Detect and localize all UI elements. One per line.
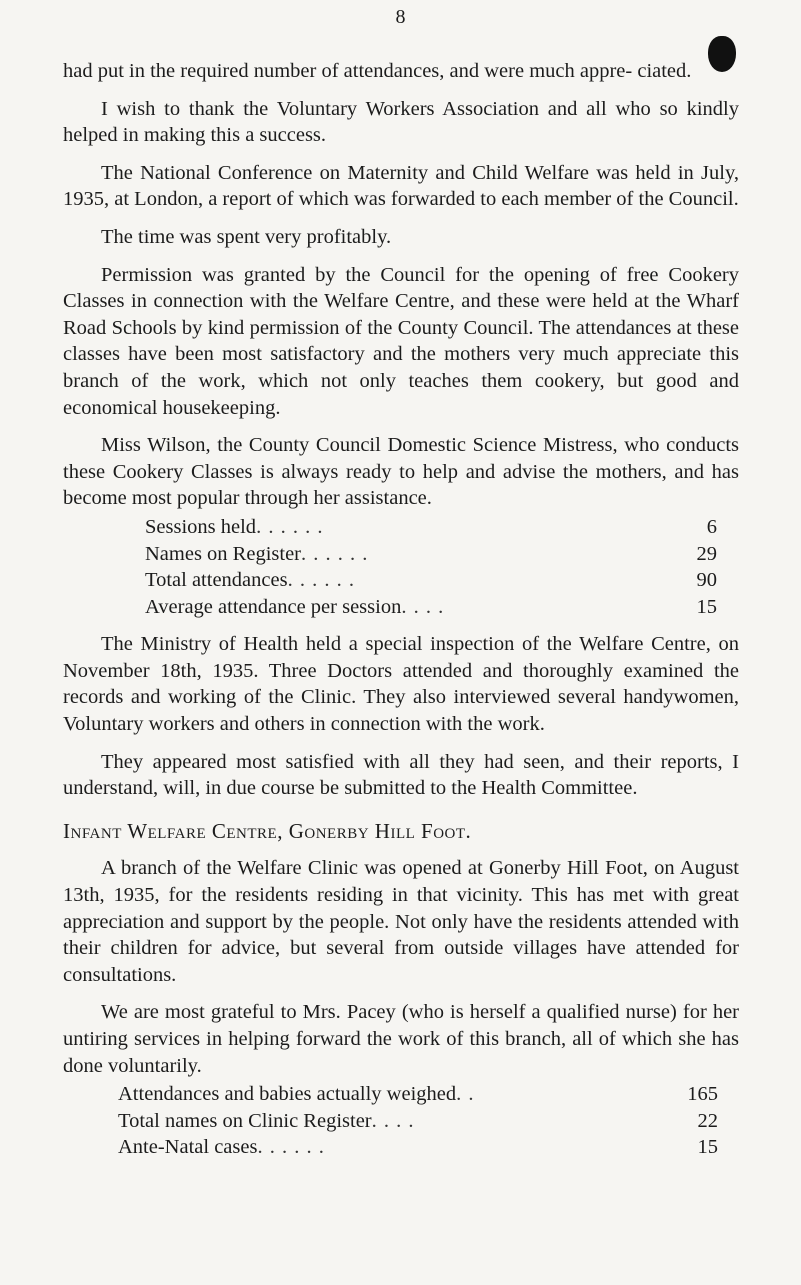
stat-label: Average attendance per session bbox=[145, 595, 402, 618]
stat-label: Ante-Natal cases bbox=[118, 1136, 258, 1159]
paragraph-miss-wilson: Miss Wilson, the County Council Domestic Science Mistress, who conducts these Cookery Classes is always ready to help and advise the mothers, and has become most popular through her assistance. bbox=[63, 434, 739, 510]
leader-dots: . . . . . . bbox=[256, 515, 324, 538]
cookery-stats-table bbox=[63, 514, 739, 620]
document-body bbox=[63, 58, 739, 1172]
branch-stats-table bbox=[63, 1081, 739, 1161]
paragraph-reports: They appeared most satisfied with all they had seen, and their reports, I understand, will, in due course be submitted to the Health Committee. bbox=[63, 750, 739, 800]
stat-row bbox=[145, 541, 717, 568]
paragraph-mrs-pacey: We are most grateful to Mrs. Pacey (who is herself a qualified nurse) for her untiring services in helping forward the work of this branch, all of which she has done voluntarily. bbox=[63, 1001, 739, 1077]
stat-value: 6 bbox=[706, 515, 717, 538]
stat-label: Sessions held bbox=[145, 515, 257, 538]
page-number: 8 bbox=[395, 6, 406, 28]
stat-label: Total attendances bbox=[145, 569, 288, 592]
stat-label: Total names on Clinic Register bbox=[118, 1109, 372, 1132]
leader-dots: . . . . . . bbox=[257, 1136, 325, 1159]
section-heading: Infant Welfare Centre, Gonerby Hill Foot. bbox=[63, 818, 472, 843]
stat-value: 22 bbox=[697, 1109, 718, 1132]
stat-value: 165 bbox=[687, 1083, 718, 1106]
stat-label: Names on Register bbox=[145, 542, 301, 565]
stat-row bbox=[145, 594, 717, 621]
stat-value: 15 bbox=[696, 595, 717, 618]
stat-row bbox=[118, 1081, 718, 1108]
stat-row bbox=[118, 1108, 718, 1135]
stat-label: Attendances and babies actually weighed bbox=[118, 1083, 457, 1106]
leader-dots: . . . . bbox=[401, 595, 445, 618]
leader-dots: . . . . . . bbox=[287, 569, 355, 592]
paragraph-time-spent: The time was spent very profitably. bbox=[101, 225, 392, 248]
paragraph-cookery-classes: Permission was granted by the Council for the opening of free Cookery Classes in connection with the Welfare Centre, and these were held at the Wharf Road Schools by kind permission of the County Council. The attendances at these classes have been most satisfactory and the mothers very much appreciate this branch of the work, which not only teaches them cookery, but good and economical housekeeping. bbox=[63, 263, 739, 419]
paragraph-ministry-inspection: The Ministry of Health held a special inspection of the Welfare Centre, on November 18th, 1935. Three Doctors attended and thoroughly examined the records and working of the Clinic. They also interviewed several handywomen, Voluntary workers and others in connection with the work. bbox=[63, 633, 739, 736]
leader-dots: . . . . . . bbox=[301, 542, 369, 565]
leader-dots: . . bbox=[456, 1083, 475, 1106]
stat-value: 15 bbox=[697, 1136, 718, 1159]
paragraph-thanks: I wish to thank the Voluntary Workers Association and all who so kindly helped in making this a success. bbox=[63, 97, 739, 147]
stat-row bbox=[118, 1134, 718, 1161]
stat-value: 29 bbox=[696, 542, 717, 565]
stat-value: 90 bbox=[696, 569, 717, 592]
stat-row bbox=[145, 514, 717, 541]
paragraph-continuation: had put in the required number of attendances, and were much appre- ciated. bbox=[63, 60, 692, 82]
leader-dots: . . . . bbox=[371, 1109, 415, 1132]
paragraph-national-conference: The National Conference on Maternity and Child Welfare was held in July, 1935, at London, a report of which was forwarded to each member of the Council. bbox=[63, 161, 739, 211]
stat-row bbox=[145, 567, 717, 594]
paragraph-branch-opened: A branch of the Welfare Clinic was opened at Gonerby Hill Foot, on August 13th, 1935, for the residents residing in that vicinity. This has met with great appreciation and support by the people. Not only have the residents attended with their children for advice, but several from outside villages have attended for consultations. bbox=[63, 857, 739, 986]
